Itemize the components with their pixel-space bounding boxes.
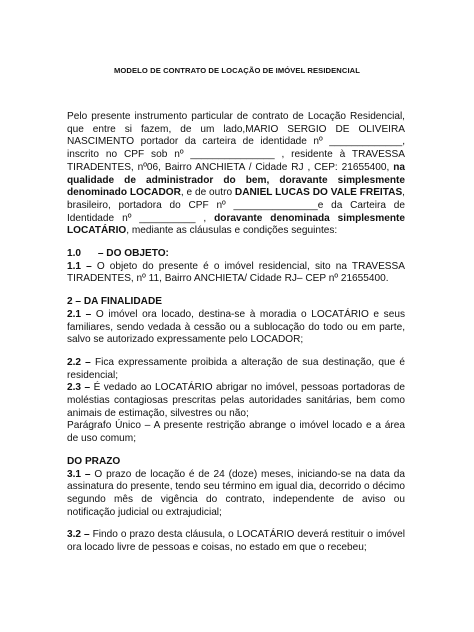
intro-text-3: , brasileiro, portadora do CPF nº _______________e da Carteira de Identidade nº __________ , xyxy=(67,187,405,224)
section-heading-finalidade: 2 – DA FINALIDADE xyxy=(67,296,162,308)
clause-1-1 xyxy=(67,261,405,286)
document-title: MODELO DE CONTRATO DE LOCAÇÃO DE IMÓVEL RESIDENCIAL xyxy=(113,66,360,75)
clause-2-1 xyxy=(67,309,405,347)
clause-text: Findo o prazo desta cláusula, o LOCATÁRIO deverá restituir o imóvel ora locado livre de pessoas e coisas, no estado em que o recebeu; xyxy=(67,529,406,554)
section-heading-prazo: DO PRAZO xyxy=(67,455,121,467)
clause-3-2 xyxy=(67,529,405,554)
clause-text: Fica expressamente proibida a alteração de sua destinação, que é residencial; xyxy=(67,356,405,381)
intro-locatario-name: DANIEL LUCAS DO VALE FREITAS xyxy=(234,187,403,199)
clause-2-3 xyxy=(67,382,405,420)
intro-text-1: Pelo presente instrumento particular de contrato de Locação Residencial, que entre si fazem, de um lado,MARIO SERGIO DE OLIVEIRA NASCIMENTO portador da carteira de identidade nº _____________, inscrito no CPF sob nº _______________ , residente à TRAVESSA TIRADENTES, nº06, Bairro ANCHIETA / Cidade RJ , CEP: 21655400, xyxy=(67,111,405,173)
clause-3-1 xyxy=(67,469,405,520)
clause-number: 2.2 – xyxy=(67,356,91,368)
intro-locatario-role: doravante denominada simplesmente LOCATÁRIO xyxy=(67,212,405,237)
clause-number: 3.1 – xyxy=(67,468,91,480)
clause-number: 1.1 – xyxy=(67,260,92,272)
paragrafo-unico: Parágrafo Único – A presente restrição abrange o imóvel locado e a área de uso comum; xyxy=(67,420,405,445)
intro-paragraph xyxy=(67,111,405,238)
clause-2-2 xyxy=(67,357,405,382)
section-heading-objeto: 1.0 – DO OBJETO: xyxy=(67,248,169,260)
clause-number: 3.2 – xyxy=(67,529,90,541)
intro-text-2: , e de outro xyxy=(180,187,235,199)
document-body xyxy=(67,111,405,555)
clause-text: O objeto do presente é o imóvel residencial, sito na TRAVESSA TIRADENTES, nº 11, Bairro ANCHIETA/ Cidade RJ– CEP nº 21655400. xyxy=(67,260,405,285)
clause-text: O imóvel ora locado, destina-se à moradia o LOCATÁRIO e seus familiares, sendo vedada à cessão ou a sublocação do todo ou em parte, salvo se autorizado expressamente pelo LOCADOR; xyxy=(67,308,405,346)
clause-number: 2.3 – xyxy=(67,382,91,394)
clause-number: 2.1 – xyxy=(67,308,92,320)
intro-locador-role: na qualidade de administrador do bem, doravante simplesmente denominado LOCADOR xyxy=(67,161,405,199)
intro-text-4: , mediante as cláusulas e condições seguintes: xyxy=(126,225,338,237)
clause-text: O prazo de locação é de 24 (doze) meses, iniciando-se na data da assinatura do presente, tendo seu término em igual dia, decorrido o décimo segundo mês de vigência do contrato, independente de aviso ou notificação judicial ou extrajudicial; xyxy=(67,468,405,518)
clause-text: É vedado ao LOCATÁRIO abrigar no imóvel, pessoas portadoras de moléstias contagiosas prescritas pelas autoridades sanitárias, bem como animais de estimação, silvestres ou não; xyxy=(67,382,405,419)
